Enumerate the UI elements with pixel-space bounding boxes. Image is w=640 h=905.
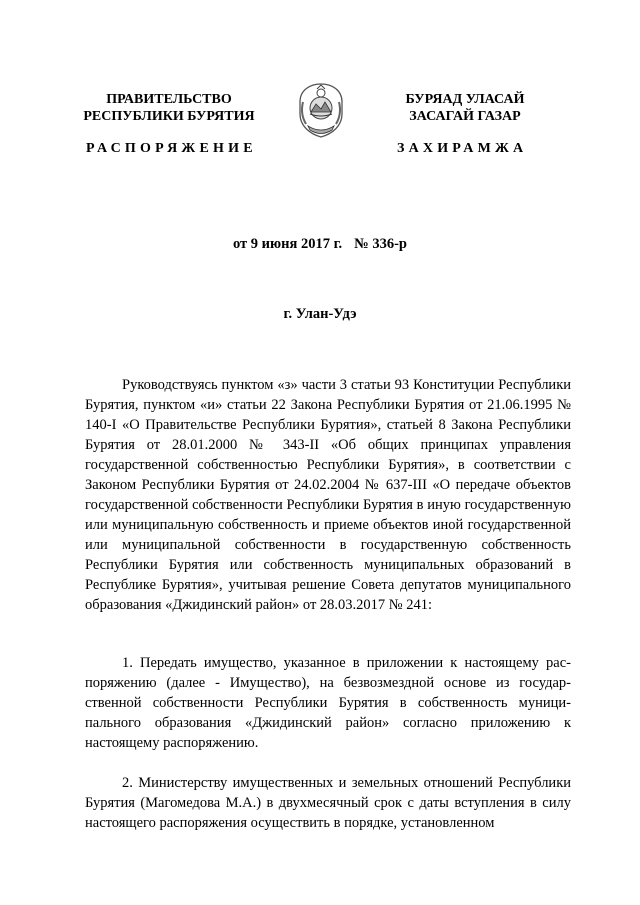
- document-type-ru: РАСПОРЯЖЕНИЕ: [86, 141, 257, 156]
- document-date-number: [0, 236, 640, 253]
- preamble-paragraph: Руководствуясь пунктом «з» части 3 статьи 93 Конституции Республики Бурятия, пунктом «и» статьи 22 Закона Республики Бурятия от 21.06.1995 № 140-I «О Правительстве Республики Бурятия», статьей 8 Закона Республики Бурятия от 28.01.2000 № 343-II «Об общих принципах управления государственной собственностью Республики Бурятия», в соответствии с Законом Республики Бурятия от 24.02.2004 № 637-III «О передаче объектов государственной собственности Республики Бурятия в иную государственную или муниципальную собственность и приеме объектов иной государственной или муниципальной собственности в государственную собственность Республики Бурятия или собственность муниципальных образований в Республике Бурятия», учитывая решение Совета депутатов муниципального образования «Джидинский район» от 28.03.2017 № 241:: [85, 377, 571, 613]
- document-city: г. Улан-Удэ: [283, 306, 357, 322]
- clause-2-paragraph: 2. Министерству имущественных и земельных отношений Республики Бурятия (Магомедова М.А.) в двухмесячный срок с даты вступления в силу настоящего распоряжения осуществить в порядке, установленном: [85, 775, 571, 831]
- header-line: БУРЯАД УЛАСАЙ: [405, 92, 525, 107]
- document-date: от 9 июня 2017 г.: [233, 236, 343, 252]
- government-header-ru: [62, 91, 276, 125]
- government-header-bua: [365, 91, 565, 125]
- header-line: РЕСПУБЛИКИ БУРЯТИЯ: [83, 109, 255, 124]
- coat-of-arms-icon: [294, 80, 348, 140]
- document-type-bua: ЗАХИРАМЖА: [397, 141, 528, 156]
- header-line: ПРАВИТЕЛЬСТВО: [106, 92, 232, 107]
- document-number: № 336-р: [354, 236, 407, 252]
- clause-1-paragraph: 1. Передать имущество, указанное в приложении к настоящему распоряжению (далее - Имущество), на безвозмездной основе из государственной собственности Республики Бурятия в собственность муниципального образования «Джидинский район» согласно приложению к настоящему распоряжению.: [85, 655, 571, 751]
- header-line: ЗАСАГАЙ ГАЗАР: [409, 109, 521, 124]
